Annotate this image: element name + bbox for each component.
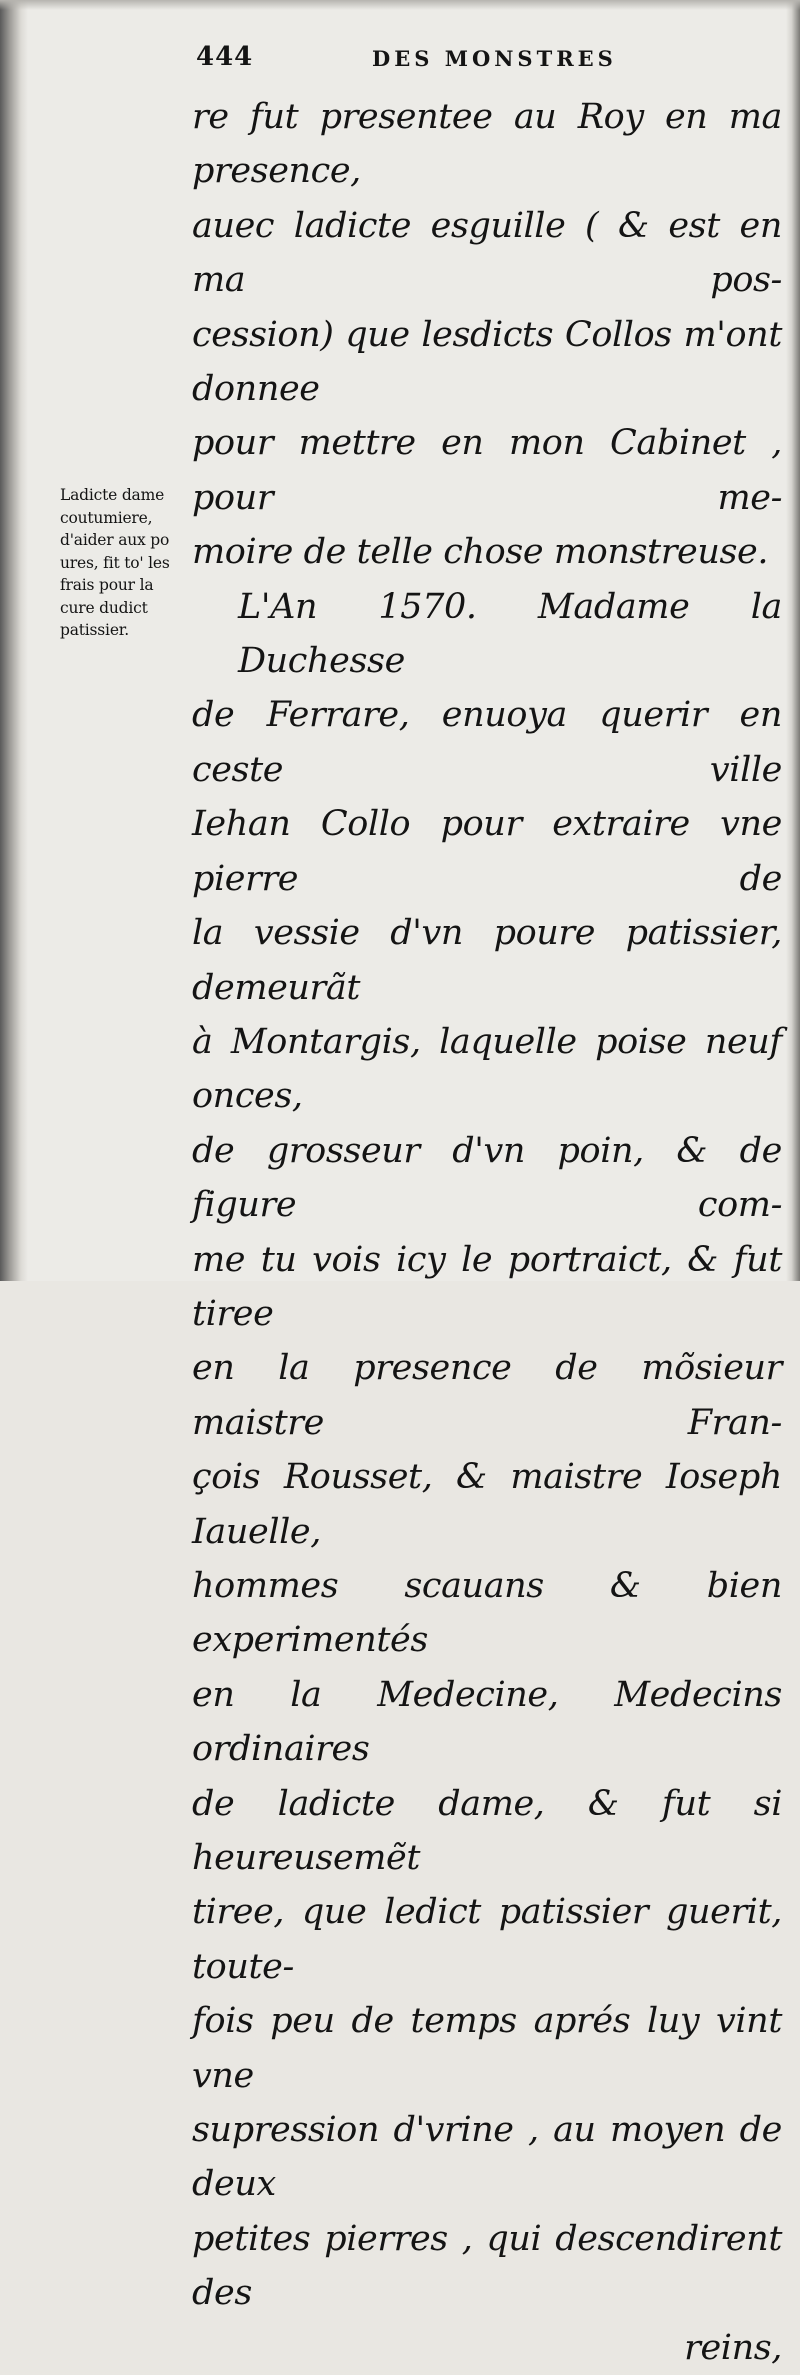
page-number: 444	[196, 42, 254, 72]
page-header	[196, 38, 636, 82]
text-line: de Ferrare, enuoya querir en ceste ville	[192, 695, 782, 790]
text-line: à Montargis, laquelle poise neuf onces,	[192, 1021, 782, 1117]
note-line: Ladicte dame	[60, 486, 165, 504]
text-line: en la Medecine, Medecins ordinaires	[192, 1674, 782, 1770]
note-line: d'aider aux po	[60, 531, 170, 549]
text-line: supression d'vrine , au moyen de deux	[192, 2110, 782, 2205]
marginal-note	[60, 484, 192, 642]
catchword: reins,	[684, 2327, 782, 2368]
binding-shadow	[0, 0, 28, 1281]
text-line: me tu vois icy le portraict, & fut tiree	[192, 1239, 782, 1334]
text-line: tiree, que ledict patissier guerit, toute-	[192, 1892, 782, 1987]
note-line: patissier.	[60, 621, 130, 639]
page-edge-shadow	[786, 0, 800, 1281]
text-line: la vessie d'vn poure patissier, demeurãt	[192, 913, 782, 1008]
note-line: ures, fit to' les	[60, 553, 170, 572]
text-line: Iehan Collo pour extraire vne pierre de	[192, 804, 782, 899]
text-line: re fut presentee au Roy en ma presence,	[192, 97, 782, 192]
top-edge-shadow	[0, 0, 800, 10]
paragraph-start-line: L'An 1570. Madame la Duchesse	[238, 586, 782, 682]
text-line: çois Rousset, & maistre Ioseph Iauelle,	[192, 1457, 782, 1552]
text-line: cession) que lesdicts Collos m'ont donnee	[192, 314, 782, 410]
note-line: coutumiere,	[60, 508, 153, 527]
text-line: moire de telle chose monstreuse.	[192, 532, 769, 573]
text-line: pour mettre en mon Cabinet , pour me-	[192, 423, 782, 518]
note-line: cure dudict	[60, 598, 148, 617]
text-line: de grosseur d'vn poin, & de figure com-	[192, 1130, 782, 1226]
text-line: en la presence de mõsieur maistre Fran-	[192, 1348, 782, 1443]
text-line: de ladicte dame, & fut si heureusemẽt	[192, 1783, 782, 1878]
note-line: frais pour la	[60, 576, 154, 594]
text-line: fois peu de temps aprés luy vint vne	[192, 2001, 782, 2096]
text-line: hommes scauans & bien experimentés	[192, 1565, 782, 1661]
text-line: petites pierres , qui descendirent des	[192, 2218, 782, 2314]
running-head: DES MONSTRES	[372, 46, 617, 71]
text-line: auec ladicte esguille ( & est en ma pos-	[192, 205, 782, 301]
body-text	[192, 90, 782, 2375]
